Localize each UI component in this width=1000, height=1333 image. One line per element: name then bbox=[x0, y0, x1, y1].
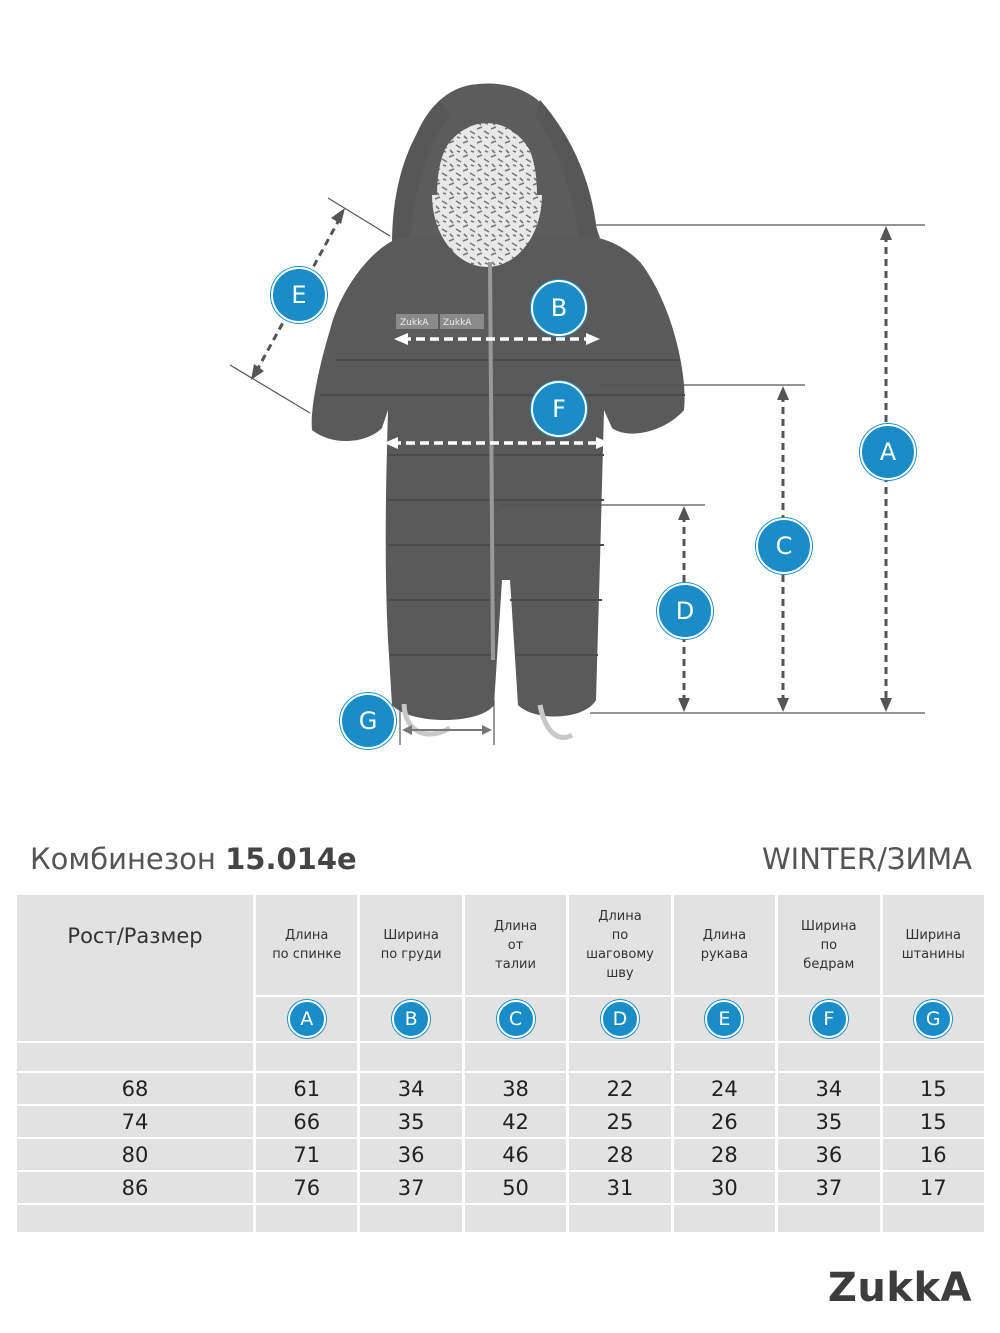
column-label: Ширина по бедрам bbox=[801, 918, 857, 972]
column-label: Длина рукава bbox=[700, 928, 749, 962]
value-cell: 31 bbox=[569, 1172, 670, 1203]
value-cell: 35 bbox=[778, 1106, 879, 1137]
value-cell: 71 bbox=[256, 1139, 357, 1170]
column-header bbox=[778, 895, 879, 995]
table-row bbox=[17, 1073, 984, 1104]
value-cell: 26 bbox=[674, 1106, 775, 1137]
value-cell: 16 bbox=[883, 1139, 984, 1170]
column-header bbox=[465, 895, 566, 995]
value-cell: 34 bbox=[778, 1073, 879, 1104]
marker-g: G bbox=[340, 693, 396, 749]
column-header bbox=[883, 895, 984, 995]
model-code: 15.014e bbox=[225, 842, 357, 876]
value-cell: 24 bbox=[674, 1073, 775, 1104]
value-cell: 22 bbox=[569, 1073, 670, 1104]
table-row bbox=[17, 1139, 984, 1170]
marker-a: A bbox=[860, 424, 916, 480]
value-cell: 34 bbox=[360, 1073, 461, 1104]
value-cell: 76 bbox=[256, 1172, 357, 1203]
value-cell: 28 bbox=[674, 1139, 775, 1170]
value-cell: 50 bbox=[465, 1172, 566, 1203]
value-cell: 42 bbox=[465, 1106, 566, 1137]
column-header bbox=[674, 895, 775, 995]
letter-badge: G bbox=[914, 1000, 952, 1038]
marker-b: B bbox=[531, 280, 587, 336]
snowsuit-drawing bbox=[312, 84, 685, 738]
value-cell: 36 bbox=[778, 1139, 879, 1170]
size-cell: 86 bbox=[17, 1172, 253, 1203]
size-cell: 80 bbox=[17, 1139, 253, 1170]
size-cell: 74 bbox=[17, 1106, 253, 1137]
value-cell: 15 bbox=[883, 1073, 984, 1104]
letter-cell bbox=[256, 997, 357, 1041]
column-label: Ширина по груди bbox=[380, 928, 442, 962]
letter-cell bbox=[674, 997, 775, 1041]
brand-badge: ZukkA bbox=[443, 318, 472, 328]
size-table bbox=[14, 893, 987, 1234]
brand-badge: ZukkA bbox=[400, 318, 429, 328]
letter-cell bbox=[883, 997, 984, 1041]
letter-badge: C bbox=[497, 1000, 535, 1038]
letter-badge: D bbox=[601, 1000, 639, 1038]
value-cell: 15 bbox=[883, 1106, 984, 1137]
column-label: Ширина штанины bbox=[901, 928, 965, 962]
season-label: WINTER/ЗИМА bbox=[761, 842, 972, 876]
value-cell: 36 bbox=[360, 1139, 461, 1170]
value-cell: 61 bbox=[256, 1073, 357, 1104]
column-header bbox=[569, 895, 670, 995]
letter-cell bbox=[778, 997, 879, 1041]
product-title bbox=[30, 842, 357, 876]
column-header bbox=[256, 895, 357, 995]
marker-c: C bbox=[756, 518, 812, 574]
letter-cell bbox=[569, 997, 670, 1041]
column-header bbox=[360, 895, 461, 995]
column-label: Длина по спинке bbox=[272, 928, 342, 962]
letter-cell bbox=[360, 997, 461, 1041]
value-cell: 28 bbox=[569, 1139, 670, 1170]
marker-e: E bbox=[271, 267, 327, 323]
size-cell: 68 bbox=[17, 1073, 253, 1104]
value-cell: 25 bbox=[569, 1106, 670, 1137]
marker-f: F bbox=[531, 381, 587, 437]
column-label: Длина по шаговому шву bbox=[586, 909, 654, 981]
table-row bbox=[17, 1172, 984, 1203]
brand-logo: ZukkA bbox=[827, 1265, 972, 1311]
table-row bbox=[17, 1106, 984, 1137]
letter-badge: E bbox=[705, 1000, 743, 1038]
row-header-label: Рост/Размер bbox=[67, 924, 203, 948]
letter-badge: A bbox=[288, 1000, 326, 1038]
marker-d: D bbox=[657, 583, 713, 639]
product-type: Комбинезон bbox=[30, 842, 216, 876]
letter-cell bbox=[465, 997, 566, 1041]
value-cell: 30 bbox=[674, 1172, 775, 1203]
letter-badge: B bbox=[392, 1000, 430, 1038]
value-cell: 46 bbox=[465, 1139, 566, 1170]
value-cell: 35 bbox=[360, 1106, 461, 1137]
value-cell: 38 bbox=[465, 1073, 566, 1104]
value-cell: 17 bbox=[883, 1172, 984, 1203]
value-cell: 66 bbox=[256, 1106, 357, 1137]
letter-badge: F bbox=[810, 1000, 848, 1038]
row-header bbox=[17, 895, 253, 1041]
value-cell: 37 bbox=[360, 1172, 461, 1203]
value-cell: 37 bbox=[778, 1172, 879, 1203]
column-label: Длина от талии bbox=[493, 918, 538, 972]
